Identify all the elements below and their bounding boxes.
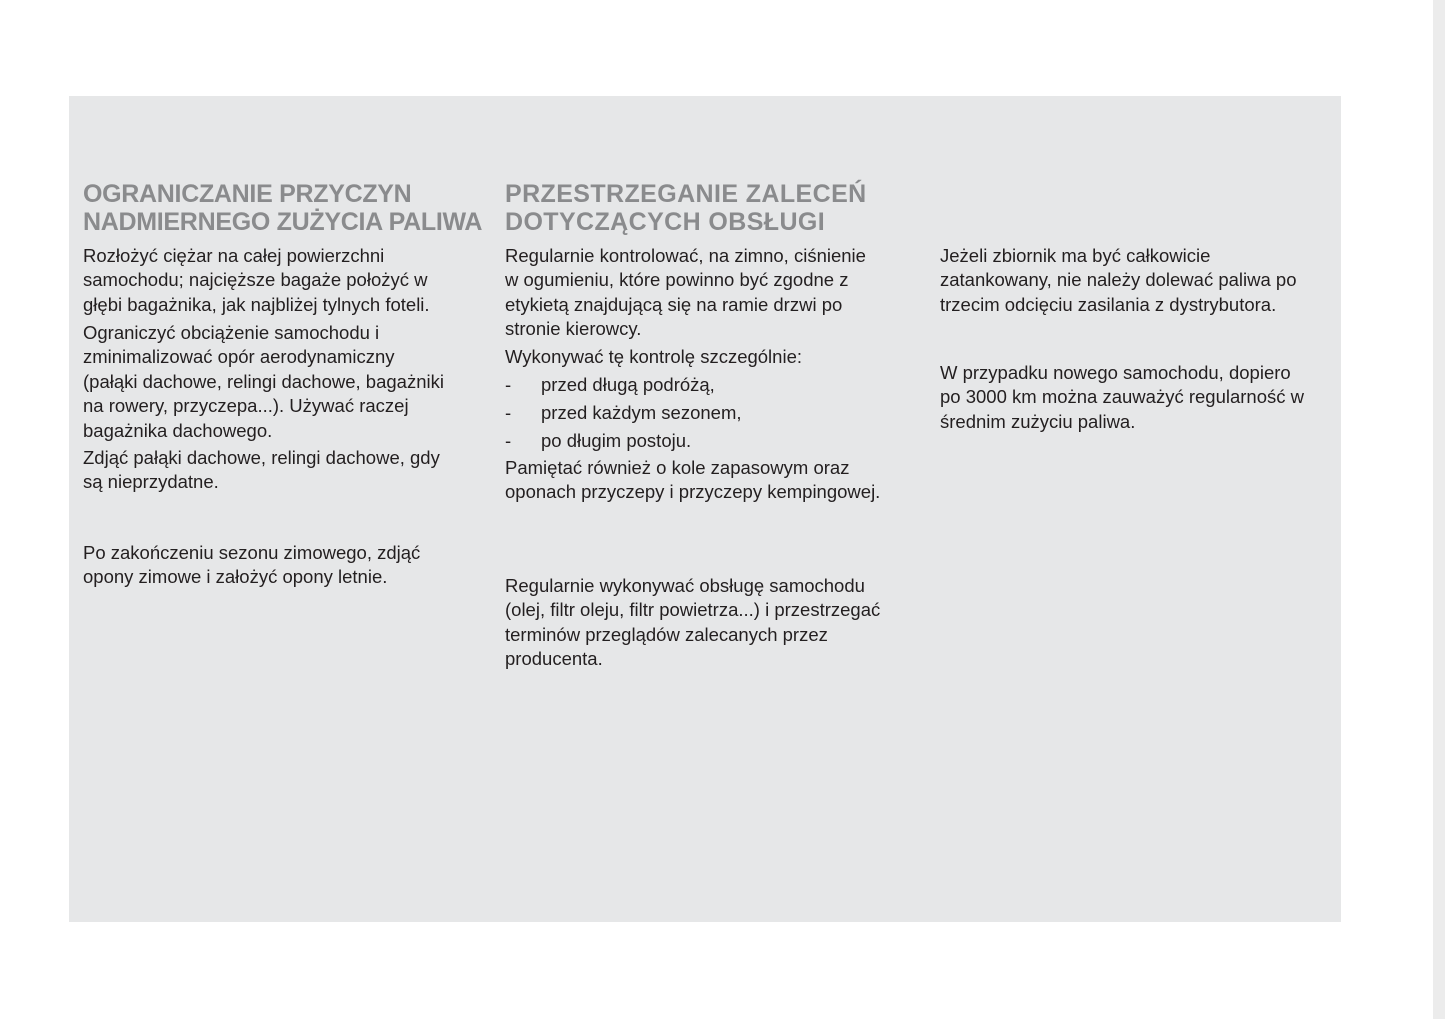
paragraph-load-distribution (83, 244, 430, 317)
paragraph-roof-bars (83, 446, 440, 495)
list-dash: - (505, 402, 512, 423)
text-line: (olej, filtr oleju, filtr powietrza...) i przestrzegać (505, 599, 881, 621)
section-heading-maintenance (505, 180, 867, 236)
text-line: Po zakończeniu sezonu zimowego, zdjąć (83, 542, 421, 563)
text-line: średnim zużyciu paliwa. (940, 410, 1136, 432)
heading-line: NADMIERNEGO ZUŻYCIA PALIWA (83, 208, 483, 236)
text-line: po 3000 km można zauważyć regularność w (940, 386, 1305, 408)
paragraph-tyre-pressure (505, 244, 866, 342)
paragraph-check-when (505, 345, 802, 369)
text-line: Wykonywać tę kontrolę szczególnie: (505, 346, 802, 367)
text-line: Zdjąć pałąki dachowe, relingi dachowe, gdy (83, 447, 440, 468)
text-line: na rowery, przyczepa...). Używać raczej (83, 395, 409, 417)
text-line: trzecim odcięciu zasilania z dystrybutora. (940, 293, 1277, 315)
text-line: opony zimowe i założyć opony letnie. (83, 566, 388, 588)
list-item (505, 429, 742, 457)
text-line: Ograniczyć obciążenie samochodu i (83, 322, 380, 343)
text-line: Regularnie kontrolować, na zimno, ciśnienie (505, 245, 866, 266)
text-line: głębi bagażnika, jak najbliżej tylnych foteli. (83, 293, 430, 315)
check-occasions-list (505, 373, 742, 457)
text-line: w ogumieniu, które powinno być zgodne z (505, 269, 849, 291)
page-edge-scrollbar (1433, 0, 1445, 1019)
text-line: etykietą znajdującą się na ramie drzwi po (505, 293, 843, 315)
text-line: Regularnie wykonywać obsługę samochodu (505, 575, 865, 596)
list-item-text: przed długą podróżą, (541, 374, 715, 395)
text-line: (pałąki dachowe, relingi dachowe, bagażniki (83, 370, 444, 392)
text-line: W przypadku nowego samochodu, dopiero (940, 362, 1291, 383)
text-line: Pamiętać również o kole zapasowym oraz (505, 457, 850, 478)
list-dash: - (505, 430, 512, 451)
paragraph-aerodynamics (83, 321, 444, 443)
list-dash: - (505, 374, 512, 395)
paragraph-spare-wheel (505, 456, 880, 505)
text-line: Jeżeli zbiornik ma być całkowicie (940, 245, 1211, 266)
text-line: samochodu; najcięższe bagaże położyć w (83, 269, 428, 291)
paragraph-tank-filling (940, 244, 1297, 317)
text-line: stronie kierowcy. (505, 318, 642, 340)
list-item-text: przed każdym sezonem, (541, 402, 742, 423)
paragraph-new-vehicle (940, 361, 1304, 434)
list-item (505, 373, 742, 401)
content-panel (69, 96, 1341, 922)
text-line: Rozłożyć ciężar na całej powierzchni (83, 245, 385, 266)
text-line: zatankowany, nie należy dolewać paliwa po (940, 269, 1297, 291)
text-line: producenta. (505, 648, 603, 670)
text-line: bagażnika dachowego. (83, 419, 273, 441)
paragraph-servicing (505, 574, 880, 672)
list-item (505, 401, 742, 429)
paragraph-winter-tyres (83, 541, 420, 590)
heading-line: PRZESTRZEGANIE ZALECEŃ (505, 180, 867, 208)
text-line: terminów przeglądów zalecanych przez (505, 623, 828, 645)
text-line: zminimalizować opór aerodynamiczny (83, 346, 395, 368)
heading-line: DOTYCZĄCYCH OBSŁUGI (505, 208, 826, 236)
heading-line: OGRANICZANIE PRZYCZYN (83, 180, 412, 208)
text-line: oponach przyczepy i przyczepy kempingowej. (505, 481, 881, 503)
section-heading-fuel-consumption (83, 180, 482, 236)
list-item-text: po długim postoju. (541, 430, 692, 451)
text-line: są nieprzydatne. (83, 471, 219, 493)
